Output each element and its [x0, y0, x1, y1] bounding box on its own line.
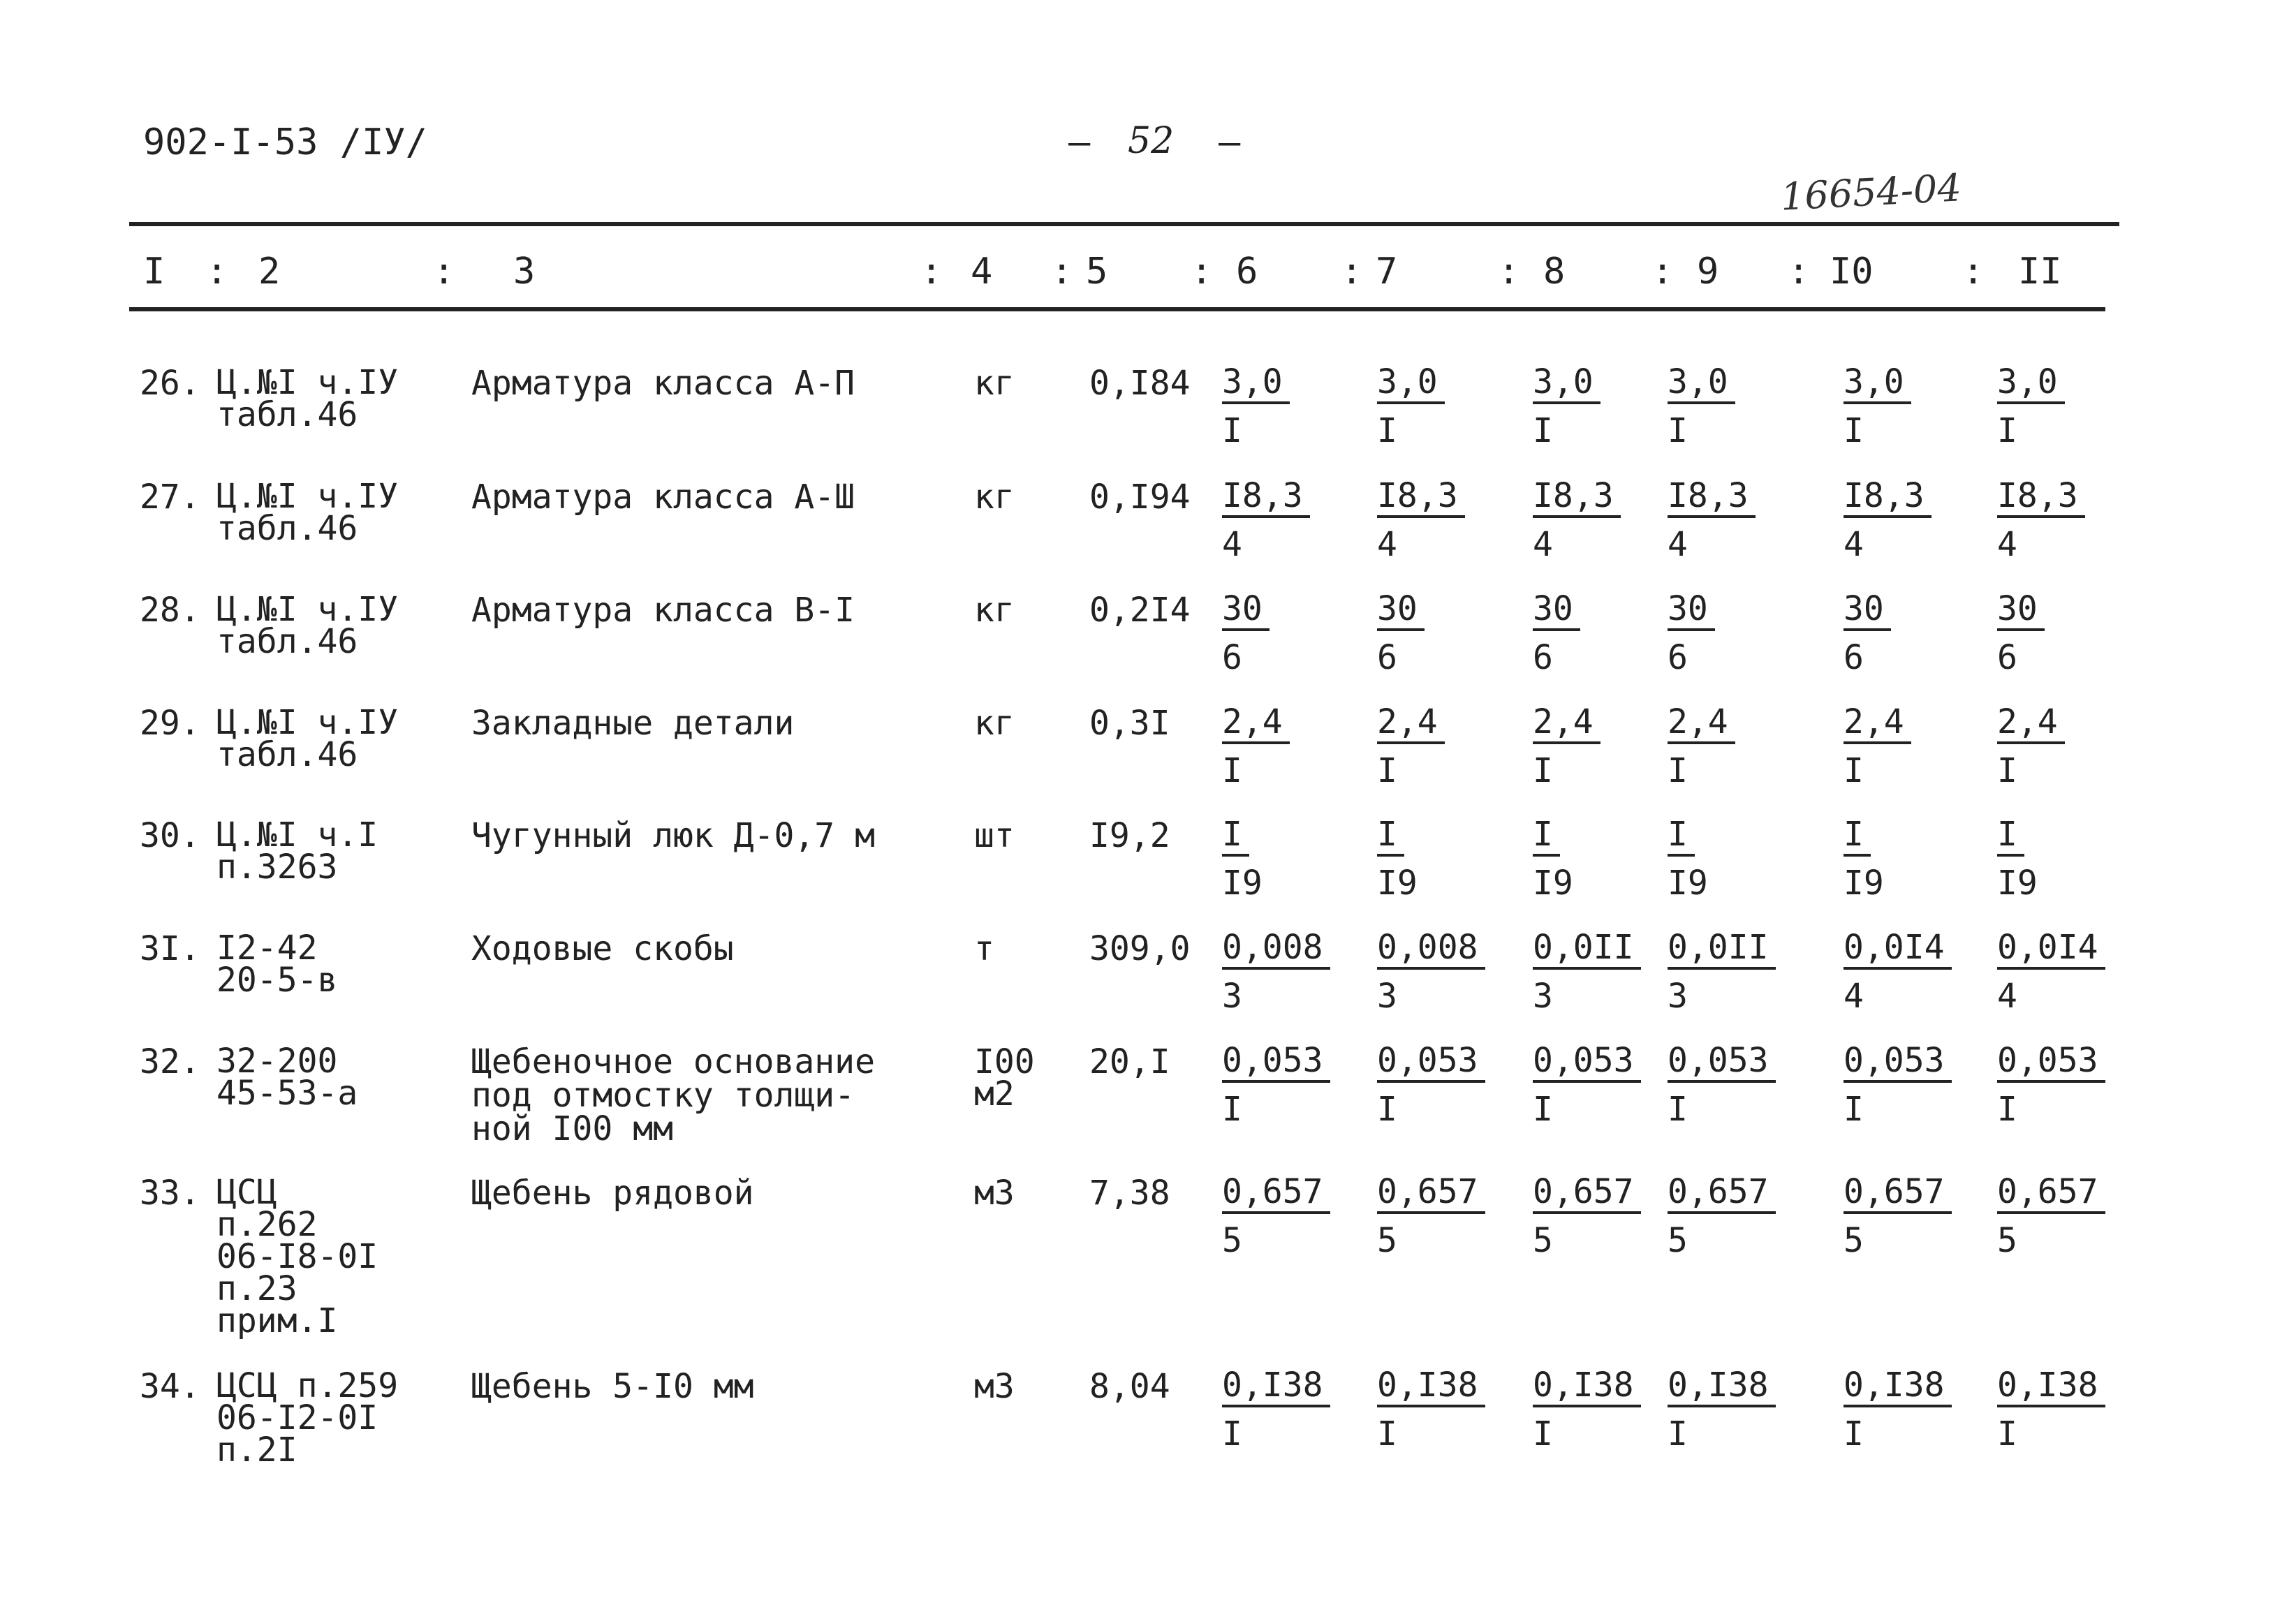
value-denominator: 3: [1377, 977, 1397, 1016]
value-fraction: [1377, 816, 1418, 901]
value-fraction: [1668, 478, 1756, 563]
value-denominator: I9: [1844, 864, 1884, 903]
value-numerator: 0,657: [1997, 1174, 2105, 1214]
value-fraction: [1533, 1367, 1641, 1452]
row-reference: ЦСЦ п.259: [216, 1366, 399, 1405]
value-fraction: [1533, 591, 1580, 676]
row-unit: кг: [974, 364, 1015, 403]
value-numerator: 0,0II: [1668, 929, 1776, 970]
value-numerator: 0,I38: [1997, 1367, 2105, 1407]
row-rate: 7,38: [1089, 1174, 1170, 1213]
value-denominator: 4: [1844, 977, 1864, 1016]
value-denominator: I: [1844, 1090, 1864, 1129]
value-denominator: 3: [1668, 977, 1688, 1016]
value-numerator: 30: [1533, 591, 1580, 631]
page-dash-left: –: [1068, 121, 1091, 163]
value-fraction: [1997, 929, 2105, 1014]
value-fraction: [1997, 704, 2065, 789]
value-fraction: [1844, 1367, 1952, 1452]
row-number: 27.: [140, 478, 200, 517]
value-denominator: I: [1533, 1414, 1553, 1454]
value-numerator: 2,4: [1222, 704, 1290, 744]
row-unit: шт: [974, 816, 1015, 855]
column-number-7: 7: [1376, 251, 1398, 293]
value-denominator: I: [1377, 751, 1397, 790]
value-numerator: 0,657: [1844, 1174, 1952, 1214]
value-denominator: 6: [1997, 638, 2017, 677]
value-denominator: I: [1377, 1090, 1397, 1129]
value-numerator: 2,4: [1533, 704, 1600, 744]
value-denominator: I: [1533, 1090, 1553, 1129]
value-fraction: [1668, 1367, 1776, 1452]
value-fraction: [1844, 816, 1884, 901]
value-numerator: 2,4: [1377, 704, 1445, 744]
value-fraction: [1844, 704, 1911, 789]
value-denominator: I: [1997, 751, 2017, 790]
value-numerator: 0,008: [1222, 929, 1330, 970]
column-number-1: I: [143, 251, 165, 293]
value-fraction: [1668, 364, 1735, 449]
value-fraction: [1997, 1042, 2105, 1127]
value-fraction: [1668, 929, 1776, 1014]
value-fraction: [1533, 704, 1600, 789]
value-denominator: 4: [1533, 525, 1553, 564]
row-unit: м3: [974, 1174, 1015, 1213]
row-reference: ЦСЦ: [216, 1173, 277, 1212]
value-numerator: 0,0II: [1533, 929, 1641, 970]
value-fraction: [1844, 1174, 1952, 1259]
value-numerator: 30: [1997, 591, 2045, 631]
value-numerator: I8,3: [1997, 478, 2085, 518]
row-unit: м3: [974, 1367, 1015, 1406]
value-fraction: [1844, 478, 1931, 563]
row-reference: Ц.№I ч.IУ: [216, 590, 399, 629]
value-denominator: I: [1533, 411, 1553, 450]
value-fraction: [1844, 929, 1952, 1014]
value-numerator: 0,053: [1533, 1042, 1641, 1083]
value-fraction: [1668, 1042, 1776, 1127]
row-reference: 32-200: [216, 1042, 338, 1081]
row-reference: табл.46: [216, 735, 358, 774]
row-rate: 309,0: [1089, 929, 1191, 968]
value-numerator: 0,I38: [1377, 1367, 1485, 1407]
value-numerator: 2,4: [1844, 704, 1911, 744]
page-dash-right: –: [1219, 121, 1241, 163]
value-numerator: 0,I38: [1844, 1367, 1952, 1407]
value-fraction: [1844, 591, 1891, 676]
value-denominator: 4: [1844, 525, 1864, 564]
value-denominator: I: [1222, 1090, 1242, 1129]
value-fraction: [1844, 364, 1911, 449]
value-numerator: 30: [1377, 591, 1425, 631]
value-fraction: [1533, 1174, 1641, 1259]
row-unit: кг: [974, 478, 1015, 517]
row-description: Щебень 5-I0 мм: [471, 1367, 754, 1406]
value-fraction: [1533, 1042, 1641, 1127]
value-fraction: [1844, 1042, 1952, 1127]
row-reference: п.23: [216, 1269, 297, 1308]
value-fraction: [1997, 1174, 2105, 1259]
value-fraction: [1997, 816, 2038, 901]
value-numerator: I8,3: [1533, 478, 1621, 518]
row-number: 32.: [140, 1042, 200, 1081]
row-description: ной I00 мм: [471, 1109, 673, 1148]
row-reference: п.262: [216, 1205, 318, 1244]
value-denominator: 5: [1997, 1221, 2017, 1260]
row-reference: табл.46: [216, 622, 358, 661]
value-fraction: [1377, 704, 1445, 789]
row-reference: 45-53-а: [216, 1074, 358, 1113]
row-reference: Ц.№I ч.IУ: [216, 363, 399, 402]
value-numerator: 2,4: [1668, 704, 1735, 744]
header-top-rule: [129, 222, 2119, 226]
value-denominator: I: [1997, 1414, 2017, 1454]
column-number-5: 5: [1086, 251, 1108, 293]
document-code: 902-I-53 /IУ/: [143, 121, 427, 163]
value-fraction: [1222, 1174, 1330, 1259]
column-separator: :: [1651, 251, 1674, 293]
row-reference: Ц.№I ч.IУ: [216, 703, 399, 742]
value-denominator: I: [1222, 411, 1242, 450]
value-fraction: [1222, 364, 1290, 449]
row-rate: 0,I84: [1089, 364, 1191, 403]
value-fraction: [1377, 591, 1425, 676]
value-denominator: 5: [1668, 1221, 1688, 1260]
value-denominator: 6: [1844, 638, 1864, 677]
row-number: 33.: [140, 1174, 200, 1213]
value-fraction: [1997, 591, 2045, 676]
value-denominator: I9: [1668, 864, 1708, 903]
value-denominator: I: [1668, 1090, 1688, 1129]
value-fraction: [1997, 478, 2085, 563]
value-denominator: 4: [1222, 525, 1242, 564]
value-denominator: 6: [1377, 638, 1397, 677]
value-fraction: [1377, 478, 1465, 563]
column-separator: :: [206, 251, 228, 293]
value-fraction: [1668, 816, 1708, 901]
value-fraction: [1668, 704, 1735, 789]
value-denominator: 4: [1668, 525, 1688, 564]
row-reference: Ц.№I ч.IУ: [216, 477, 399, 516]
header-bottom-rule: [129, 307, 2105, 311]
value-denominator: I: [1668, 751, 1688, 790]
value-denominator: 4: [1377, 525, 1397, 564]
value-denominator: 6: [1668, 638, 1688, 677]
column-number-11: II: [2018, 251, 2062, 293]
value-numerator: 3,0: [1377, 364, 1445, 404]
row-unit: т: [974, 929, 994, 968]
row-reference: I2-42: [216, 929, 318, 968]
value-numerator: 0,0I4: [1844, 929, 1952, 970]
value-numerator: 0,I38: [1533, 1367, 1641, 1407]
value-numerator: I: [1997, 816, 2024, 857]
column-number-2: 2: [258, 251, 281, 293]
value-numerator: 3,0: [1668, 364, 1735, 404]
value-numerator: 3,0: [1844, 364, 1911, 404]
row-reference: табл.46: [216, 395, 358, 434]
value-fraction: [1668, 1174, 1776, 1259]
row-description: Щебень рядовой: [471, 1174, 754, 1213]
value-denominator: I: [1844, 751, 1864, 790]
row-number: 3I.: [140, 929, 200, 968]
value-fraction: [1377, 1174, 1485, 1259]
value-numerator: 0,657: [1533, 1174, 1641, 1214]
row-unit: м2: [974, 1074, 1015, 1114]
column-separator: :: [1191, 251, 1213, 293]
row-description: Чугунный люк Д-0,7 м: [471, 816, 875, 855]
row-unit: I00: [974, 1042, 1035, 1081]
column-separator: :: [1962, 251, 1985, 293]
value-fraction: [1533, 364, 1600, 449]
value-denominator: I: [1997, 411, 2017, 450]
column-separator: :: [1341, 251, 1363, 293]
row-description: Щебеночное основание: [471, 1042, 875, 1081]
value-denominator: 5: [1377, 1221, 1397, 1260]
value-fraction: [1222, 591, 1270, 676]
value-fraction: [1222, 704, 1290, 789]
value-numerator: I: [1533, 816, 1560, 857]
value-fraction: [1222, 1367, 1330, 1452]
value-denominator: I: [1997, 1090, 2017, 1129]
value-denominator: 3: [1222, 977, 1242, 1016]
value-numerator: 0,657: [1222, 1174, 1330, 1214]
column-separator: :: [1498, 251, 1520, 293]
value-numerator: 0,657: [1377, 1174, 1485, 1214]
row-rate: 0,3I: [1089, 704, 1170, 743]
row-number: 26.: [140, 364, 200, 403]
value-numerator: 0,053: [1377, 1042, 1485, 1083]
row-description: Ходовые скобы: [471, 929, 734, 968]
value-fraction: [1222, 929, 1330, 1014]
value-numerator: I8,3: [1668, 478, 1756, 518]
row-rate: I9,2: [1089, 816, 1170, 855]
value-fraction: [1377, 929, 1485, 1014]
value-numerator: 0,657: [1668, 1174, 1776, 1214]
value-denominator: I: [1533, 751, 1553, 790]
value-numerator: 0,I38: [1222, 1367, 1330, 1407]
value-numerator: 30: [1844, 591, 1891, 631]
value-denominator: 5: [1533, 1221, 1553, 1260]
value-fraction: [1533, 478, 1621, 563]
row-description: под отмостку толщи-: [471, 1076, 855, 1115]
value-denominator: I: [1668, 411, 1688, 450]
row-unit: кг: [974, 704, 1015, 743]
column-number-6: 6: [1236, 251, 1258, 293]
row-reference: табл.46: [216, 509, 358, 548]
column-number-3: 3: [513, 251, 536, 293]
row-reference: п.2I: [216, 1430, 297, 1470]
row-reference: 20-5-в: [216, 961, 338, 1000]
value-denominator: 4: [1997, 525, 2017, 564]
value-numerator: 2,4: [1997, 704, 2065, 744]
value-fraction: [1533, 816, 1573, 901]
value-numerator: I: [1668, 816, 1695, 857]
value-denominator: I: [1668, 1414, 1688, 1454]
value-numerator: 30: [1222, 591, 1270, 631]
value-denominator: I: [1377, 411, 1397, 450]
value-numerator: I8,3: [1377, 478, 1465, 518]
value-numerator: 0,0I4: [1997, 929, 2105, 970]
row-number: 30.: [140, 816, 200, 855]
value-numerator: 30: [1668, 591, 1715, 631]
value-numerator: 3,0: [1222, 364, 1290, 404]
value-fraction: [1997, 364, 2065, 449]
row-reference: п.3263: [216, 848, 338, 887]
value-numerator: 0,053: [1222, 1042, 1330, 1083]
value-fraction: [1668, 591, 1715, 676]
row-description: Арматура класса А-П: [471, 364, 855, 403]
value-denominator: I: [1844, 1414, 1864, 1454]
value-denominator: 6: [1222, 638, 1242, 677]
value-numerator: 0,I38: [1668, 1367, 1776, 1407]
row-number: 28.: [140, 591, 200, 630]
value-fraction: [1533, 929, 1641, 1014]
value-denominator: I9: [1997, 864, 2038, 903]
column-separator: :: [433, 251, 455, 293]
value-fraction: [1377, 1042, 1485, 1127]
row-reference: прим.I: [216, 1301, 338, 1340]
value-fraction: [1222, 1042, 1330, 1127]
column-number-8: 8: [1543, 251, 1566, 293]
page-number: 52: [1128, 120, 1175, 162]
value-denominator: I: [1844, 411, 1864, 450]
row-description: Закладные детали: [471, 704, 795, 743]
value-numerator: I8,3: [1222, 478, 1310, 518]
value-denominator: I: [1222, 1414, 1242, 1454]
value-denominator: 6: [1533, 638, 1553, 677]
value-denominator: I9: [1222, 864, 1263, 903]
value-numerator: I: [1222, 816, 1249, 857]
value-numerator: 0,053: [1997, 1042, 2105, 1083]
row-description: Арматура класса В-I: [471, 591, 855, 630]
value-fraction: [1222, 816, 1263, 901]
row-reference: 06-I8-0I: [216, 1237, 378, 1276]
value-denominator: 5: [1222, 1221, 1242, 1260]
column-separator: :: [920, 251, 943, 293]
value-denominator: I: [1222, 751, 1242, 790]
row-number: 34.: [140, 1367, 200, 1406]
row-rate: 0,2I4: [1089, 591, 1191, 630]
column-separator: :: [1051, 251, 1073, 293]
row-rate: 20,I: [1089, 1042, 1170, 1081]
value-denominator: I9: [1377, 864, 1418, 903]
row-rate: 0,I94: [1089, 478, 1191, 517]
value-numerator: 3,0: [1997, 364, 2065, 404]
value-fraction: [1222, 478, 1310, 563]
value-denominator: 3: [1533, 977, 1553, 1016]
column-number-9: 9: [1697, 251, 1719, 293]
value-fraction: [1997, 1367, 2105, 1452]
value-denominator: I9: [1533, 864, 1573, 903]
value-numerator: 0,053: [1668, 1042, 1776, 1083]
row-reference: 06-I2-0I: [216, 1398, 378, 1437]
value-fraction: [1377, 364, 1445, 449]
value-fraction: [1377, 1367, 1485, 1452]
row-description: Арматура класса А-Ш: [471, 478, 855, 517]
column-number-4: 4: [971, 251, 993, 293]
row-rate: 8,04: [1089, 1367, 1170, 1406]
column-number-10: I0: [1830, 251, 1874, 293]
value-numerator: I: [1844, 816, 1871, 857]
value-numerator: 0,053: [1844, 1042, 1952, 1083]
value-denominator: I: [1377, 1414, 1397, 1454]
row-unit: кг: [974, 591, 1015, 630]
value-denominator: 4: [1997, 977, 2017, 1016]
row-reference: Ц.№I ч.I: [216, 815, 378, 855]
row-number: 29.: [140, 704, 200, 743]
value-numerator: 3,0: [1533, 364, 1600, 404]
column-separator: :: [1788, 251, 1810, 293]
value-numerator: 0,008: [1377, 929, 1485, 970]
handwritten-reference: 16654-04: [1779, 165, 1963, 219]
value-numerator: I8,3: [1844, 478, 1931, 518]
value-numerator: I: [1377, 816, 1404, 857]
value-denominator: 5: [1844, 1221, 1864, 1260]
